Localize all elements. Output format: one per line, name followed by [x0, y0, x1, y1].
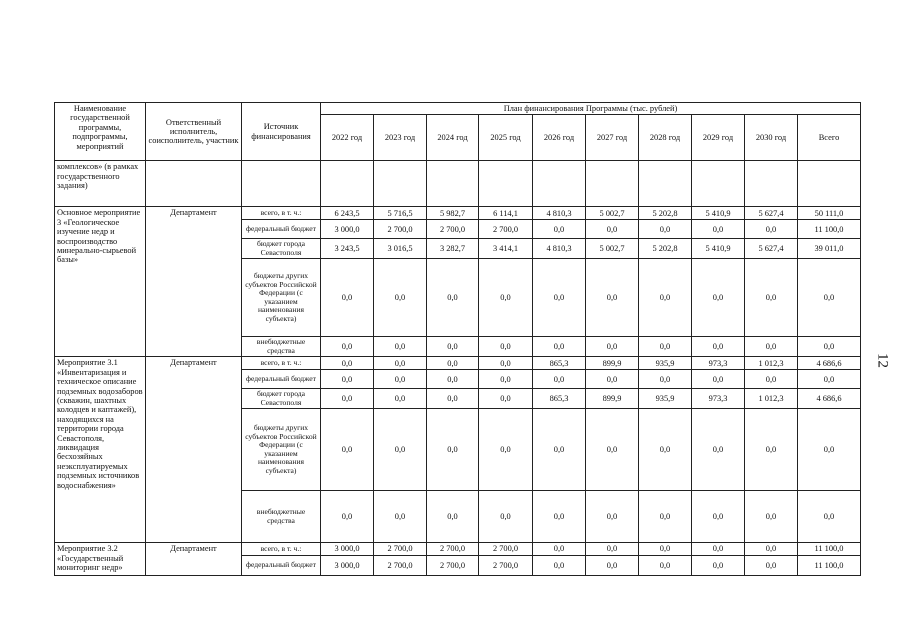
funding-source: федеральный бюджет — [242, 555, 321, 575]
value-cell: 2 700,0 — [427, 220, 479, 239]
value-cell: 3 000,0 — [321, 543, 374, 555]
header-source: Источник финансирования — [242, 103, 321, 161]
value-cell: 0,0 — [586, 555, 639, 575]
value-total: 4 686,6 — [798, 389, 861, 409]
value-cell: 0,0 — [374, 491, 427, 543]
value-cell: 0,0 — [692, 491, 745, 543]
value-cell: 4 810,3 — [533, 207, 586, 220]
value-cell: 0,0 — [533, 555, 586, 575]
value-cell: 935,9 — [639, 389, 692, 409]
header-plan-title: План финансирования Программы (тыс. рублей) — [321, 103, 861, 115]
value-cell: 0,0 — [533, 337, 586, 357]
value-cell: 899,9 — [586, 357, 639, 370]
value-cell: 0,0 — [745, 543, 798, 555]
value-cell: 5 002,7 — [586, 239, 639, 259]
value-cell: 5 410,9 — [692, 207, 745, 220]
value-cell: 0,0 — [427, 259, 479, 337]
measure-executor: Департамент — [146, 357, 242, 543]
value-cell: 0,0 — [321, 259, 374, 337]
value-total: 0,0 — [798, 259, 861, 337]
value-cell: 0,0 — [586, 337, 639, 357]
value-cell: 0,0 — [692, 259, 745, 337]
measure-name: Мероприятие 3.2 «Государственный мониторинг недр» — [55, 543, 146, 575]
value-total: 0,0 — [798, 370, 861, 389]
header-year: 2026 год — [533, 115, 586, 161]
value-cell: 0,0 — [533, 491, 586, 543]
value-cell: 0,0 — [479, 491, 533, 543]
measure-executor: Департамент — [146, 543, 242, 575]
value-cell: 0,0 — [639, 370, 692, 389]
header-name: Наименование государственной программы, подпрограммы, мероприятий — [55, 103, 146, 161]
funding-source: бюджеты других субъектов Российской Федерации (с указанием наименования субъекта) — [242, 409, 321, 491]
value-cell: 0,0 — [745, 491, 798, 543]
value-cell: 0,0 — [479, 389, 533, 409]
value-cell: 3 414,1 — [479, 239, 533, 259]
value-cell: 4 810,3 — [533, 239, 586, 259]
value-cell: 0,0 — [586, 409, 639, 491]
value-cell: 0,0 — [374, 370, 427, 389]
value-cell: 0,0 — [427, 491, 479, 543]
value-cell: 0,0 — [374, 259, 427, 337]
value-cell: 0,0 — [533, 370, 586, 389]
value-cell: 5 627,4 — [745, 239, 798, 259]
funding-source: бюджет города Севастополя — [242, 389, 321, 409]
value-cell: 0,0 — [374, 389, 427, 409]
value-cell: 0,0 — [639, 259, 692, 337]
value-cell: 0,0 — [745, 337, 798, 357]
measure-name: Мероприятие 3.1 «Инвентаризация и техническое описание подземных водозаборов (скважин, шахтных колодцев и каптажей), находящихся на территории города Севастополя, ликвидация бесхозяйных неэксплуатируемых подземных источников водоснабжения» — [55, 357, 146, 543]
value-cell: 0,0 — [692, 409, 745, 491]
funding-source: федеральный бюджет — [242, 220, 321, 239]
value-cell: 1 012,3 — [745, 357, 798, 370]
value-cell: 973,3 — [692, 389, 745, 409]
header-total: Всего — [798, 115, 861, 161]
continuation-row — [55, 161, 861, 207]
value-cell: 0,0 — [639, 409, 692, 491]
value-cell: 0,0 — [321, 491, 374, 543]
financing-table — [54, 102, 861, 576]
value-cell: 0,0 — [479, 357, 533, 370]
value-cell: 0,0 — [692, 370, 745, 389]
value-cell: 0,0 — [479, 337, 533, 357]
value-cell: 0,0 — [586, 370, 639, 389]
value-cell: 2 700,0 — [479, 543, 533, 555]
value-cell: 5 982,7 — [427, 207, 479, 220]
value-cell: 0,0 — [639, 555, 692, 575]
value-cell: 0,0 — [321, 357, 374, 370]
value-cell: 3 000,0 — [321, 555, 374, 575]
value-cell: 0,0 — [321, 409, 374, 491]
value-cell: 0,0 — [639, 220, 692, 239]
value-cell: 973,3 — [692, 357, 745, 370]
value-cell: 0,0 — [586, 220, 639, 239]
value-cell: 0,0 — [479, 409, 533, 491]
value-total: 11 100,0 — [798, 555, 861, 575]
value-cell: 0,0 — [692, 543, 745, 555]
value-cell: 2 700,0 — [374, 543, 427, 555]
value-cell: 5 202,8 — [639, 207, 692, 220]
value-total: 0,0 — [798, 409, 861, 491]
value-cell: 2 700,0 — [427, 543, 479, 555]
value-cell: 0,0 — [374, 357, 427, 370]
header-year: 2025 год — [479, 115, 533, 161]
funding-source: федеральный бюджет — [242, 370, 321, 389]
header-year: 2029 год — [692, 115, 745, 161]
value-cell: 6 114,1 — [479, 207, 533, 220]
value-cell: 0,0 — [533, 409, 586, 491]
value-cell: 0,0 — [586, 543, 639, 555]
value-cell: 6 243,5 — [321, 207, 374, 220]
value-cell: 0,0 — [427, 357, 479, 370]
value-total: 11 100,0 — [798, 543, 861, 555]
value-cell: 0,0 — [586, 491, 639, 543]
value-cell: 0,0 — [639, 491, 692, 543]
funding-source: всего, в т. ч.: — [242, 357, 321, 370]
value-cell: 2 700,0 — [479, 220, 533, 239]
value-cell: 0,0 — [427, 389, 479, 409]
value-cell: 3 000,0 — [321, 220, 374, 239]
value-cell: 0,0 — [321, 370, 374, 389]
value-cell: 865,3 — [533, 389, 586, 409]
value-cell: 0,0 — [374, 409, 427, 491]
value-cell: 0,0 — [427, 337, 479, 357]
funding-source: всего, в т. ч.: — [242, 543, 321, 555]
value-cell: 0,0 — [745, 259, 798, 337]
value-cell: 3 243,5 — [321, 239, 374, 259]
value-cell: 5 410,9 — [692, 239, 745, 259]
value-cell: 0,0 — [533, 259, 586, 337]
value-total: 4 686,6 — [798, 357, 861, 370]
value-cell: 0,0 — [745, 555, 798, 575]
value-cell: 899,9 — [586, 389, 639, 409]
header-year: 2028 год — [639, 115, 692, 161]
funding-source: внебюджетные средства — [242, 491, 321, 543]
funding-source: внебюджетные средства — [242, 337, 321, 357]
value-cell: 0,0 — [374, 337, 427, 357]
value-cell: 5 627,4 — [745, 207, 798, 220]
value-cell: 0,0 — [639, 543, 692, 555]
value-cell: 2 700,0 — [374, 555, 427, 575]
value-cell: 2 700,0 — [479, 555, 533, 575]
value-cell: 0,0 — [745, 409, 798, 491]
value-cell: 3 282,7 — [427, 239, 479, 259]
value-cell: 0,0 — [692, 555, 745, 575]
funding-source: всего, в т. ч.: — [242, 207, 321, 220]
value-cell: 0,0 — [692, 220, 745, 239]
value-cell: 0,0 — [533, 543, 586, 555]
value-cell: 0,0 — [533, 220, 586, 239]
value-cell: 0,0 — [745, 370, 798, 389]
value-cell: 0,0 — [745, 220, 798, 239]
header-year: 2027 год — [586, 115, 639, 161]
value-cell: 0,0 — [427, 409, 479, 491]
value-total: 0,0 — [798, 337, 861, 357]
value-cell: 0,0 — [479, 259, 533, 337]
value-cell: 0,0 — [321, 389, 374, 409]
header-year: 2022 год — [321, 115, 374, 161]
value-cell: 1 012,3 — [745, 389, 798, 409]
value-cell: 0,0 — [321, 337, 374, 357]
table-row — [55, 207, 861, 220]
value-cell: 2 700,0 — [427, 555, 479, 575]
value-cell: 935,9 — [639, 357, 692, 370]
table-row — [55, 357, 861, 370]
header-executor: Ответственный исполнитель, соисполнитель, участник — [146, 103, 242, 161]
page-number: 12 — [874, 353, 891, 368]
value-cell: 0,0 — [427, 370, 479, 389]
measure-name: Основное мероприятие 3 «Геологическое изучение недр и воспроизводство минерально-сырьевой базы» — [55, 207, 146, 357]
header-year: 2023 год — [374, 115, 427, 161]
header-year: 2030 год — [745, 115, 798, 161]
table-row — [55, 543, 861, 555]
value-cell: 2 700,0 — [374, 220, 427, 239]
funding-source: бюджет города Севастополя — [242, 239, 321, 259]
value-cell: 0,0 — [479, 370, 533, 389]
funding-source: бюджеты других субъектов Российской Федерации (с указанием наименования субъекта) — [242, 259, 321, 337]
header-year: 2024 год — [427, 115, 479, 161]
value-total: 39 011,0 — [798, 239, 861, 259]
value-cell: 3 016,5 — [374, 239, 427, 259]
value-cell: 0,0 — [692, 337, 745, 357]
value-total: 0,0 — [798, 491, 861, 543]
value-cell: 5 002,7 — [586, 207, 639, 220]
value-total: 50 111,0 — [798, 207, 861, 220]
measure-executor: Департамент — [146, 207, 242, 357]
value-cell: 865,3 — [533, 357, 586, 370]
value-total: 11 100,0 — [798, 220, 861, 239]
value-cell: 5 716,5 — [374, 207, 427, 220]
continuation-name: комплексов» (в рамках государственного задания) — [55, 161, 146, 207]
value-cell: 5 202,8 — [639, 239, 692, 259]
value-cell: 0,0 — [586, 259, 639, 337]
value-cell: 0,0 — [639, 337, 692, 357]
